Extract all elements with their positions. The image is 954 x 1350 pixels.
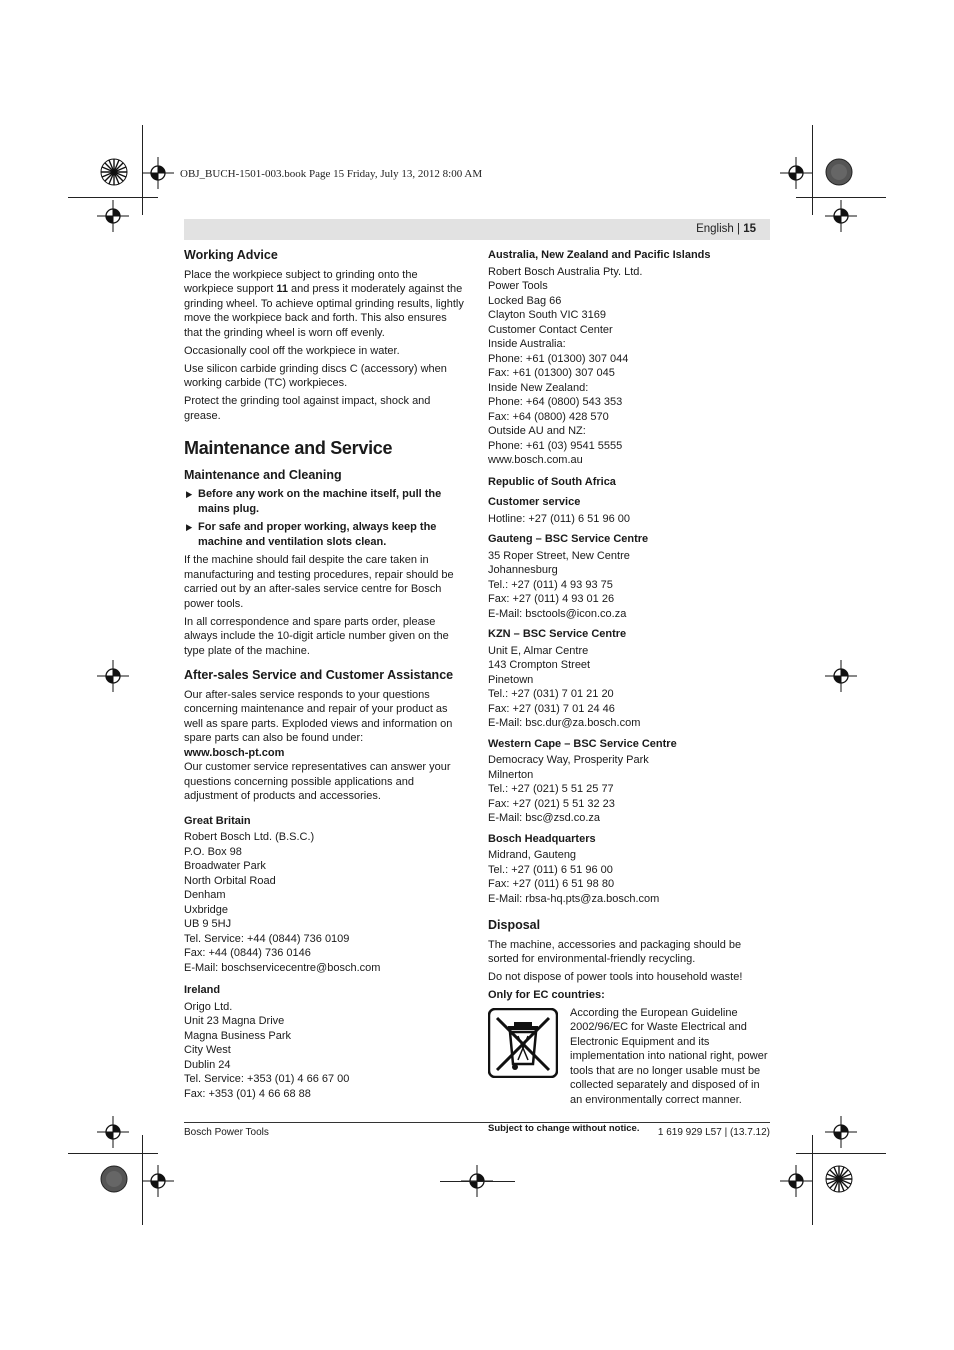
address-line: Unit 23 Magna Drive	[184, 1015, 285, 1027]
western-cape-heading: Western Cape – BSC Service Centre	[488, 737, 677, 750]
address-line: Fax: +353 (01) 4 66 68 88	[184, 1087, 311, 1100]
address-line: P.O. Box 98	[184, 845, 242, 858]
address-line: UB 9 5HJ	[184, 918, 232, 930]
working-advice-p2: Occasionally cool off the workpiece in water.	[184, 344, 400, 357]
registration-target-icon	[825, 200, 857, 232]
gauteng-lines	[488, 549, 771, 622]
weee-text: According the European Guideline 2002/96/EC for Waste Electrical and Electronic Equipment and its implementation into national right, power tools that are no longer usable must be collected separately and disposed of in an environmentally correct manner.	[570, 1006, 768, 1106]
address-line: Tel.: +27 (011) 6 51 96 00	[488, 863, 613, 876]
text: and press it moderately against the grinding wheel. To achieve optimal grinding results, lightly move the workpiece back and forth. This also ensures that the grinding wheel is worn off evenly.	[184, 283, 464, 339]
address-line: Midrand, Gauteng	[488, 849, 577, 861]
address-line: Inside Australia:	[488, 338, 566, 350]
star-target-icon	[825, 1165, 853, 1193]
registration-target-icon	[780, 1165, 812, 1197]
address-line: Customer Contact Center	[488, 323, 613, 336]
ec-heading: Only for EC countries:	[488, 989, 605, 1001]
working-advice-heading: Working Advice	[184, 248, 278, 262]
address-line: Fax: +27 (011) 4 93 01 26	[488, 593, 615, 605]
working-advice-p4: Protect the grinding tool against impact, shock and grease.	[184, 395, 431, 422]
address-line: Tel.: +27 (011) 4 93 93 75	[488, 578, 613, 591]
footer-divider	[184, 1122, 770, 1123]
address-line: Pinetown	[488, 673, 534, 686]
address-line: North Orbital Road	[184, 874, 276, 887]
kzn-lines	[488, 644, 771, 731]
page-indicator	[696, 223, 756, 235]
address-line: Unit E, Almar Centre	[488, 644, 589, 657]
disposal-heading: Disposal	[488, 918, 541, 932]
address-line[interactable]: E-Mail: rbsa-hq.pts@za.bosch.com	[488, 892, 660, 905]
hq-lines	[488, 848, 771, 906]
ireland-address	[184, 1000, 467, 1102]
address-line: Locked Bag 66	[488, 294, 562, 307]
triangle-bullet-icon: ▶	[186, 522, 193, 532]
address-line: 35 Roper Street, New Centre	[488, 549, 630, 562]
address-line: Inside New Zealand:	[488, 381, 589, 394]
address-line: Outside AU and NZ:	[488, 425, 586, 437]
address-line: Tel.: +27 (021) 5 51 25 77	[488, 783, 614, 795]
aftersales-p2: Our customer service representatives can answer your questions concerning possible applications and adjustment of products and accessories.	[184, 761, 451, 802]
part-number: 11	[276, 283, 288, 295]
address-line: Fax: +61 (01300) 307 045	[488, 367, 615, 379]
address-line[interactable]: E-Mail: bsc.dur@za.bosch.com	[488, 717, 641, 729]
address-line: Dublin 24	[184, 1058, 231, 1071]
gray-target-icon	[825, 158, 853, 186]
address-line: 143 Crompton Street	[488, 659, 591, 671]
kzn-heading: KZN – BSC Service Centre	[488, 628, 627, 640]
header-language: English	[696, 223, 734, 235]
address-line[interactable]: E-Mail: bsc@zsd.co.za	[488, 812, 601, 824]
address-line: Fax: +27 (011) 6 51 98 80	[488, 878, 615, 890]
disposal-p2: Do not dispose of power tools into household waste!	[488, 971, 743, 983]
registration-target-icon	[780, 157, 812, 189]
bullet-item	[184, 520, 467, 549]
working-advice-p3: Use silicon carbide grinding discs C (accessory) when working carbide (TC) workpieces.	[184, 362, 447, 389]
footer-doc-number: 1 619 929 L57 | (13.7.12)	[657, 1127, 770, 1138]
address-line[interactable]: E-Mail: boschservicecentre@bosch.com	[184, 961, 381, 974]
change-notice: Subject to change without notice.	[488, 1122, 640, 1134]
customer-service-lines	[488, 512, 771, 527]
address-line: Robert Bosch Ltd. (B.S.C.)	[184, 831, 315, 843]
address-line: Phone: +61 (03) 9541 5555	[488, 439, 623, 452]
hq-heading: Bosch Headquarters	[488, 832, 596, 845]
address-line: Robert Bosch Australia Pty. Ltd.	[488, 265, 643, 278]
address-line: Denham	[184, 889, 226, 901]
triangle-bullet-icon: ▶	[186, 489, 193, 499]
address-line: Power Tools	[488, 280, 548, 292]
australia-heading: Australia, New Zealand and Pacific Islands	[488, 249, 711, 261]
address-line: Uxbridge	[184, 903, 229, 916]
western-cape-lines	[488, 753, 771, 826]
address-line[interactable]: www.bosch.com.au	[488, 454, 583, 466]
address-line: Fax: +44 (0844) 736 0146	[184, 947, 311, 959]
bullet-text: For safe and proper working, always keep the machine and ventilation slots clean.	[198, 521, 437, 548]
address-line: Johannesburg	[488, 564, 558, 576]
aftersales-url[interactable]: www.bosch-pt.com	[184, 746, 285, 759]
address-line: Clayton South VIC 3169	[488, 309, 607, 321]
great-britain-heading: Great Britain	[184, 814, 251, 827]
address-line[interactable]: E-Mail: bsctools@icon.co.za	[488, 607, 627, 620]
bullet-item	[184, 487, 467, 516]
registration-target-icon	[825, 660, 857, 692]
aftersales-heading: After-sales Service and Customer Assistance	[184, 668, 454, 682]
registration-target-icon	[825, 1116, 857, 1148]
ireland-heading: Ireland	[184, 984, 221, 996]
address-line: Phone: +64 (0800) 543 353	[488, 396, 623, 408]
disposal-p1: The machine, accessories and packaging should be sorted for environmental-friendly recycling.	[488, 938, 742, 965]
gray-target-icon	[100, 1165, 128, 1193]
page-number: 15	[743, 223, 756, 235]
australia-address	[488, 265, 771, 468]
weee-block	[488, 1006, 771, 1114]
address-line: Democracy Way, Prosperity Park	[488, 754, 649, 766]
star-target-icon	[100, 158, 128, 186]
left-column	[184, 248, 467, 1101]
address-line: Origo Ltd.	[184, 1000, 233, 1013]
bullet-text: Before any work on the machine itself, pull the mains plug.	[198, 488, 442, 515]
aftersales-p1: Our after-sales service responds to your questions concerning maintenance and repair of your product as well as spare parts. Exploded views and information on spare parts can also be found under:	[184, 688, 453, 744]
header-separator: |	[737, 223, 740, 235]
text: Place the workpiece subject to grinding onto the workpiece support	[184, 268, 418, 295]
crossed-out-wheelie-bin-icon	[488, 1008, 558, 1078]
address-line: City West	[184, 1044, 231, 1056]
address-line: Tel.: +27 (031) 7 01 21 20	[488, 688, 614, 700]
book-info: OBJ_BUCH-1501-003.book Page 15 Friday, July 13, 2012 8:00 AM	[180, 168, 483, 180]
south-africa-heading: Republic of South Africa	[488, 475, 616, 488]
address-line: Magna Business Park	[184, 1029, 291, 1042]
address-line: Fax: +27 (031) 7 01 24 46	[488, 702, 615, 715]
address-line: Phone: +61 (01300) 307 044	[488, 352, 629, 365]
address-line: Milnerton	[488, 768, 534, 781]
address-line: Fax: +27 (021) 5 51 32 23	[488, 797, 615, 810]
customer-service-heading: Customer service	[488, 496, 581, 508]
working-advice-p1	[184, 268, 467, 341]
right-column	[488, 248, 771, 1136]
registration-target-icon	[97, 200, 129, 232]
registration-target-icon	[142, 157, 174, 189]
registration-target-icon	[142, 1165, 174, 1197]
address-line: Broadwater Park	[184, 860, 266, 872]
great-britain-address	[184, 830, 467, 975]
gauteng-heading: Gauteng – BSC Service Centre	[488, 533, 649, 545]
cleaning-p1: If the machine should fail despite the care taken in manufacturing and testing procedures, repair should be carried out by an after-sales service centre for Bosch power tools.	[184, 554, 454, 610]
address-line: Tel. Service: +44 (0844) 736 0109	[184, 932, 350, 945]
page-header	[184, 219, 770, 240]
address-line: Hotline: +27 (011) 6 51 96 00	[488, 512, 630, 525]
address-line: Tel. Service: +353 (01) 4 66 67 00	[184, 1073, 350, 1085]
registration-target-icon	[97, 660, 129, 692]
cleaning-heading: Maintenance and Cleaning	[184, 467, 342, 482]
maintenance-title: Maintenance and Service	[184, 438, 393, 458]
footer-brand: Bosch Power Tools	[184, 1127, 269, 1138]
cleaning-p2: In all correspondence and spare parts order, please always include the 10-digit article number given on the type plate of the machine.	[184, 615, 449, 657]
address-line: Fax: +64 (0800) 428 570	[488, 410, 609, 423]
registration-target-icon	[97, 1116, 129, 1148]
